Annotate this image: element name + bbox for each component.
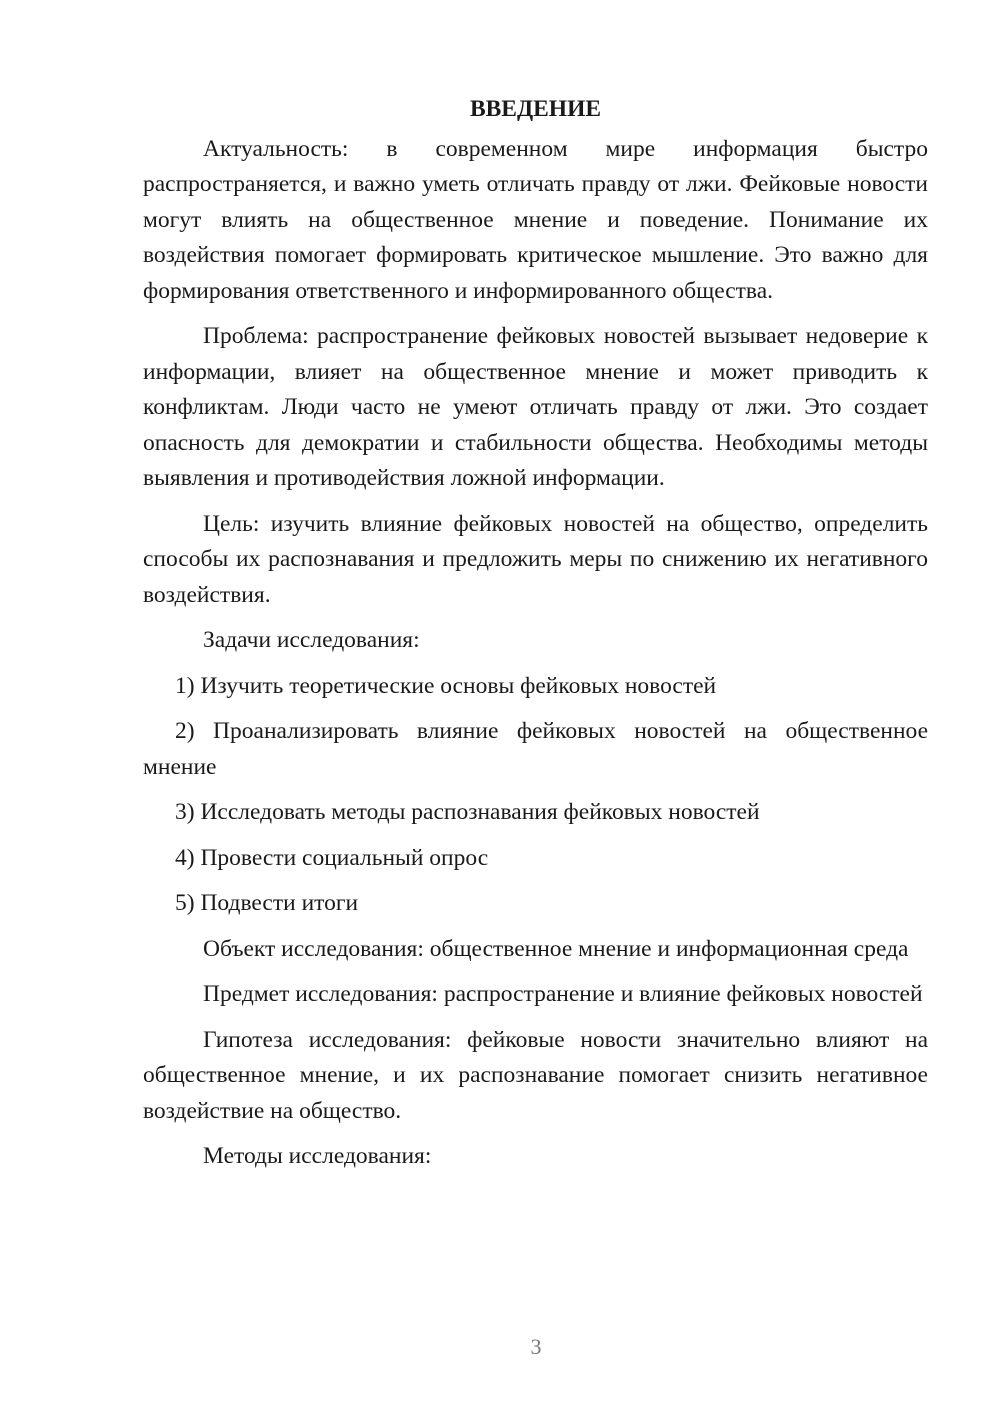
subject-paragraph: Предмет исследования: распространение и влияние фейковых новостей [203,981,923,1007]
section-heading: ВВЕДЕНИЕ [469,96,602,122]
task-item-2: 2) Проанализировать влияние фейковых новостей на общественное мнение [143,718,928,780]
page-content [143,92,928,1185]
hypothesis-paragraph: Гипотеза исследования: фейковые новости значительно влияют на общественное мнение, и их распознавание помогает снизить негативное воздействие на общество. [143,1026,928,1124]
goal-paragraph: Цель: изучить влияние фейковых новостей на общество, определить способы их распознавания и предложить меры по снижению их негативного воздействия. [143,510,928,608]
relevance-paragraph: Актуальность: в современном мире информация быстро распространяется, и важно уметь отличать правду от лжи. Фейковые новости могут влиять на общественное мнение и поведение. Понимание их воздействия помогает формировать критическое мышление. Это важно для формирования ответственного и информированного общества. [143,135,928,304]
task-item-3: 3) Исследовать методы распознавания фейковых новостей [175,799,760,825]
object-paragraph: Объект исследования: общественное мнение и информационная среда [203,935,909,962]
page-number: 3 [530,1334,542,1359]
methods-title: Методы исследования: [203,1143,432,1169]
task-item-5: 5) Подвести итоги [175,890,359,916]
task-item-1: 1) Изучить теоретические основы фейковых новостей [175,672,717,699]
task-item-4: 4) Провести социальный опрос [175,844,489,871]
problem-paragraph: Проблема: распространение фейковых новостей вызывает недоверие к информации, влияет на общественное мнение и может приводить к конфликтам. Люди часто не умеют отличать правду от лжи. Это создает опасность для демократии и стабильности общества. Необходимы методы выявления и противодействия ложной информации. [143,323,928,491]
tasks-title: Задачи исследования: [203,627,420,653]
